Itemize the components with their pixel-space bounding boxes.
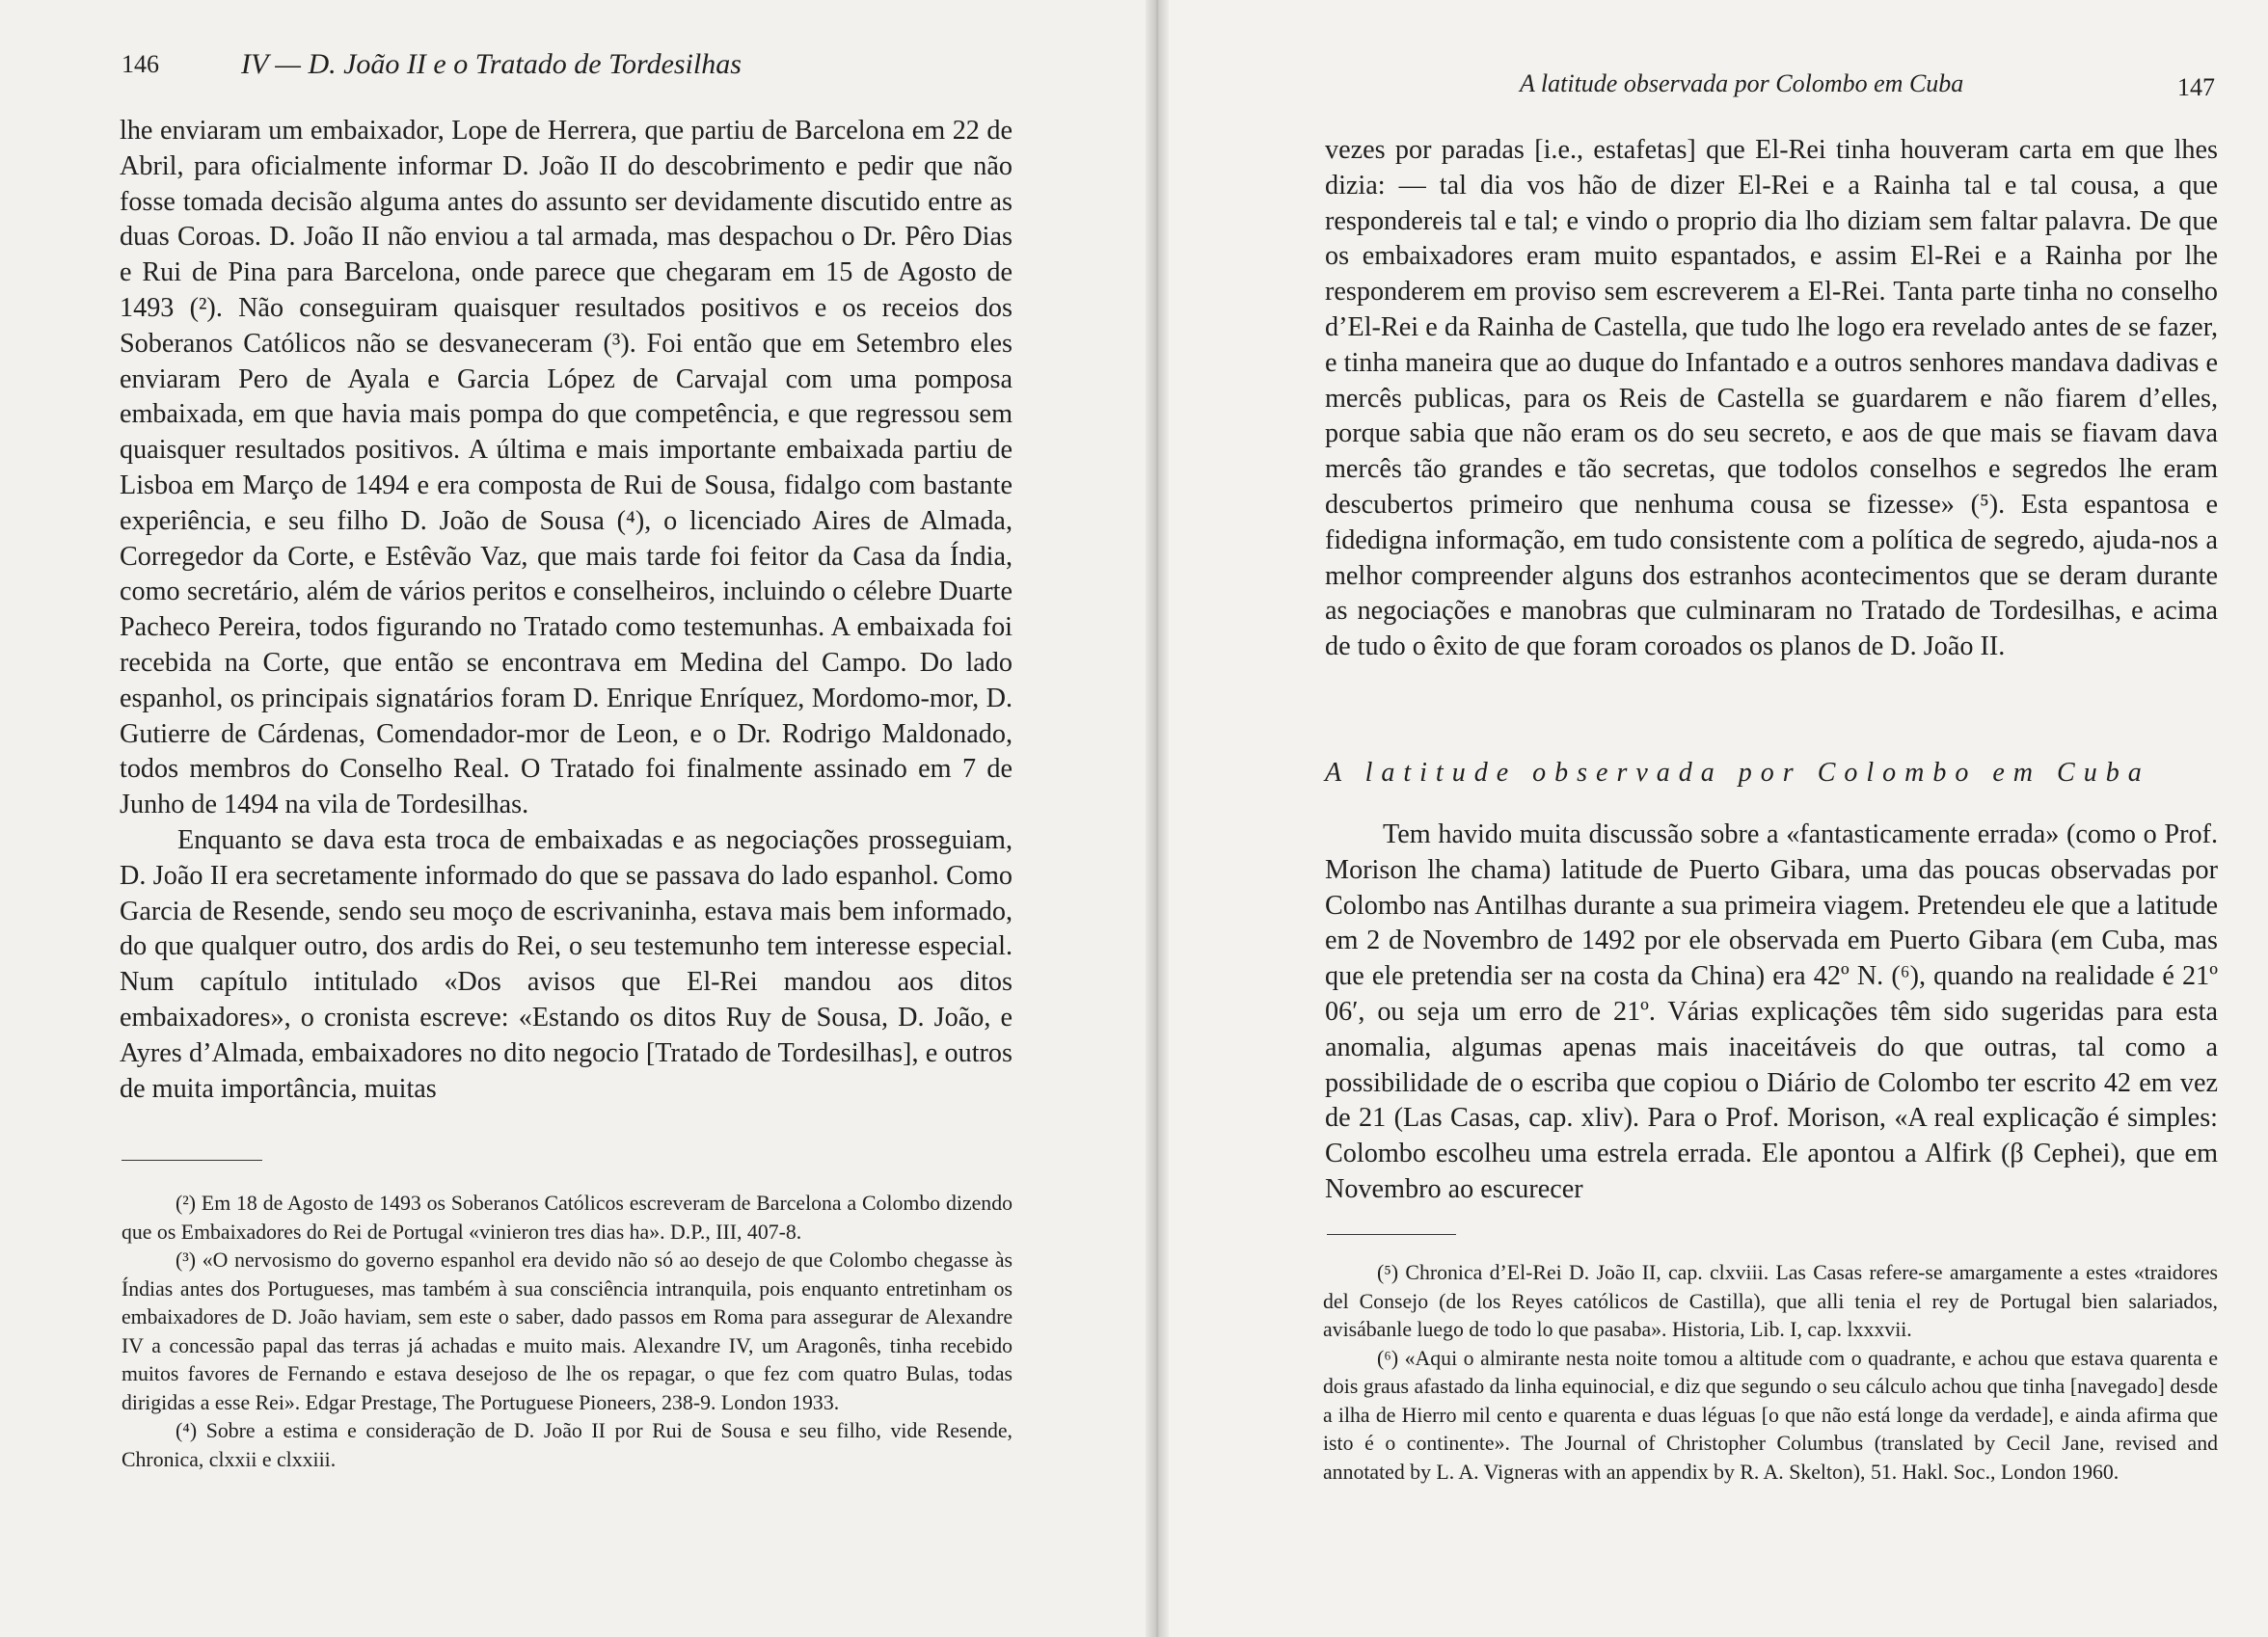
footnote-2: (²) Em 18 de Agosto de 1493 os Soberanos Católicos escreveram de Barcelona a Colombo dizendo que os Embaixadores do Rei de Portugal «vinieron tres dias ha». D.P., III, 407-8. [122, 1192, 1012, 1244]
section-heading: A latitude observada por Colombo em Cuba [1325, 758, 2150, 788]
right-paragraph-2: Tem havido muita discussão sobre a «fantasticamente errada» (como o Prof. Morison lhe chama) latitude de Puerto Gibara, uma das poucas observadas por Colombo nas Antilhas durante a sua primeira viagem. Pretendeu ele que a latitude em 2 de Novembro de 1492 por ele observada em Puerto Gibara (em Cuba, mas que ele pretendia ser na costa da China) era 42º N. (⁶), quando na realidade é 21º 06′, ou seja um erro de 21º. Várias explicações têm sido sugeridas para esta anomalia, algumas apenas mais inaceitáveis do que outras, tal como a possibilidade de o escriba que copiou o Diário de Colombo ter escrito 42 em vez de 21 (Las Casas, cap. xliv). Para o Prof. Morison, «A real explicação é simples: Colombo escolheu uma estrela errada. Ele apontou a Alfirk (β Cephei), que em Novembro ao escurecer [1325, 819, 2218, 1204]
footnote-3: (³) «O nervosismo do governo espanhol era devido não só ao desejo de que Colombo chegasse às Índias antes dos Portugueses, mas também à sua consciência intranquila, pois enquanto entretinham os embaixadores de D. João haviam, sem este o saber, dado passos em Roma para assegurar de Alexandre IV a concessão papal das terras já achadas e muito mais. Alexandre IV, um Aragonês, tinha recebido muitos favores de Fernando e estava desejoso de lhe os repagar, o que fez com quatro Bulas, todas dirigidas a esse Rei». Edgar Prestage, The Portuguese Pioneers, 238-9. London 1933. [122, 1248, 1012, 1414]
right-footnote-rule [1327, 1234, 1456, 1235]
footnote-6: (⁶) «Aqui o almirante nesta noite tomou a altitude com o quadrante, e achou que estava quarenta e dois graus afastado da linha equinocial, e diz que segundo o seu cálculo achou que tinha [navegado] desde a ilha de Hierro mil cento e quarenta e duas léguas [o que não está longe da verdade], e ainda afirma que isto é o continente». The Journal of Christopher Columbus (translated by Cecil Jane, revised and annotated by L. A. Vigneras with an appendix by R. A. Skelton), 51. Hakl. Soc., London 1960. [1323, 1346, 2218, 1484]
footnote-5: (⁵) Chronica d’El-Rei D. João II, cap. clxviii. Las Casas refere-se amargamente a estes «traidores del Consejo (de los Reyes católicos de Castilla), que alli tenia el rey de Portugal bien salariados, avisábanle luego de todo lo que pasaba». Historia, Lib. I, cap. lxxxvii. [1323, 1261, 2218, 1341]
left-body-text [120, 114, 1012, 1107]
left-footnote-rule [122, 1160, 262, 1161]
right-footnotes [1323, 1259, 2218, 1487]
right-body-text-2 [1325, 818, 2218, 1208]
footnote-4: (⁴) Sobre a estima e consideração de D. João II por Rui de Sousa e seu filho, vide Resende, Chronica, clxxii e clxxiii. [122, 1419, 1012, 1471]
book-gutter [1146, 0, 1169, 1637]
right-page [1157, 0, 2268, 1637]
right-running-head: A latitude observada por Colombo em Cuba [1520, 69, 1964, 97]
right-page-number: 147 [2177, 73, 2215, 101]
left-paragraph-2: Enquanto se dava esta troca de embaixadas e as negociações prosseguiam, D. João II era secretamente informado do que se passava do lado espanhol. Como Garcia de Resende, sendo seu moço de escrivaninha, estava mais bem informado, do que qualquer outro, dos ardis do Rei, o seu testemunho tem interesse especial. Num capítulo intitulado «Dos avisos que El-Rei mandou aos ditos embaixadores», o cronista escreve: «Estando os ditos Ruy de Sousa, D. João, e Ayres d’Almada, embaixadores no dito negocio [Tratado de Tordesilhas], e outros de muita importância, muitas [120, 824, 1012, 1104]
left-running-head: IV — D. João II e o Tratado de Tordesilhas [241, 48, 742, 80]
left-page-number: 146 [122, 50, 159, 78]
right-body-text [1325, 133, 2218, 665]
left-paragraph-1: lhe enviaram um embaixador, Lope de Herrera, que partiu de Barcelona em 22 de Abril, para oficialmente informar D. João II do descobrimento e pedir que não fosse tomada decisão alguma antes do assunto ser devidamente discutido entre as duas Coroas. D. João II não enviou a tal armada, mas despachou o Dr. Pêro Dias e Rui de Pina para Barcelona, onde parece que chegaram em 15 de Agosto de 1493 (²). Não conseguiram quaisquer resultados positivos e os receios dos Soberanos Católicos não se desvaneceram (³). Foi então que em Setembro eles enviaram Pero de Ayala e Garcia López de Carvajal com uma pomposa embaixada, em que havia mais pompa do que competência, e que regressou sem quaisquer resultados positivos. A última e mais importante embaixada partiu de Lisboa em Março de 1494 e era composta de Rui de Sousa, fidalgo com bastante experiência, e seu filho D. João de Sousa (⁴), o licenciado Aires de Almada, Corregedor da Corte, e Estêvão Vaz, que mais tarde foi feitor da Casa da Índia, como secretário, além de vários peritos e conselheiros, incluindo o célebre Duarte Pacheco Pereira, todos figurando no Tratado como testemunhas. A embaixada foi recebida na Corte, que então se encontrava em Medina del Campo. Do lado espanhol, os principais signatários foram D. Enrique Enríquez, Mordomo-mor, D. Gutierre de Cárdenas, Comendador-mor de Leon, e o Dr. Rodrigo Maldonado, todos membros do Conselho Real. O Tratado foi finalmente assinado em 7 de Junho de 1494 na vila de Tordesilhas. [120, 116, 1012, 820]
left-footnotes [122, 1190, 1012, 1474]
right-paragraph-1: vezes por paradas [i.e., estafetas] que El-Rei tinha houveram carta em que lhes dizia: — tal dia vos hão de dizer El-Rei e a Rainha tal e tal cousa, a que respondereis tal e tal; e vindo o proprio dia lho diziam sem faltar palavra. De que os embaixadores eram muito espantados, e assim El-Rei e a Rainha por lhe responderem em proviso sem escreverem a El-Rei. Tanta parte tinha no conselho d’El-Rei e da Rainha de Castella, que tudo lhe logo era revelado antes de se fazer, e tinha maneira que ao duque do Infantado e a outros senhores mandava dadivas e mercês publicas, para os Reis de Castella se guardarem e não fiarem d’elles, porque sabia que não eram os do seu secreto, e aos de que mais se fiavam dava mercês tão grandes e tão secretas, que todolos conselhos e segredos lhe eram descubertos primeiro que nenhuma cousa se fizesse» (⁵). Esta espantosa e fidedigna informação, em tudo consistente com a política de segredo, ajuda-nos a melhor compreender alguns dos estranhos acontecimentos que se deram durante as negociações e manobras que culminaram no Tratado de Tordesilhas, e acima de tudo o êxito de que foram coroados os planos de D. João II. [1325, 135, 2218, 662]
